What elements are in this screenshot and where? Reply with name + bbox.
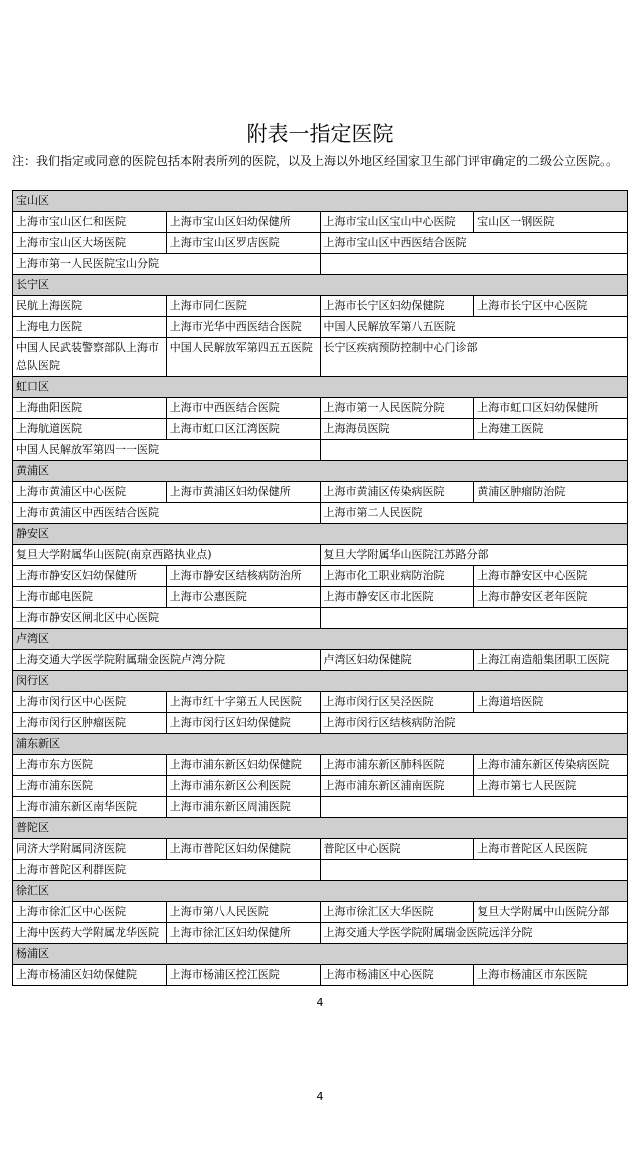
table-row [13,440,628,461]
table-row [13,923,628,944]
hospital-cell: 上海市东方医院 [13,755,167,776]
hospital-cell: 上海建工医院 [474,419,628,440]
hospital-table [12,190,628,986]
table-row [13,254,628,275]
district-header: 闵行区 [13,671,628,692]
hospital-cell: 上海中医药大学附属龙华医院 [13,923,167,944]
table-row [13,296,628,317]
hospital-cell: 上海市第一人民医院分院 [320,398,474,419]
district-header: 黄浦区 [13,461,628,482]
hospital-cell: 上海市普陀区人民医院 [474,839,628,860]
hospital-cell: 上海市浦东新区周浦医院 [166,797,320,818]
hospital-cell [320,440,628,461]
table-row [13,212,628,233]
hospital-cell: 上海市宝山区罗店医院 [166,233,320,254]
hospital-cell: 复旦大学附属华山医院(南京西路执业点) [13,545,321,566]
hospital-cell: 上海市长宁区中心医院 [474,296,628,317]
hospital-cell: 上海市第二人民医院 [320,503,628,524]
table-row [13,503,628,524]
page-number-inner: 4 [316,996,324,1009]
table-row [13,482,628,503]
hospital-cell: 上海市闵行区结核病防治院 [320,713,628,734]
hospital-cell: 上海市杨浦区控江医院 [166,965,320,986]
hospital-cell: 上海市长宁区妇幼保健院 [320,296,474,317]
hospital-cell: 上海市黄浦区中西医结合医院 [13,503,321,524]
hospital-cell: 上海市浦东新区浦南医院 [320,776,474,797]
hospital-cell: 上海市浦东新区传染病医院 [474,755,628,776]
district-header: 卢湾区 [13,629,628,650]
hospital-cell: 复旦大学附属华山医院江苏路分部 [320,545,628,566]
hospital-cell: 上海市徐汇区大华医院 [320,902,474,923]
hospital-cell: 上海市浦东新区南华医院 [13,797,167,818]
table-row [13,902,628,923]
table-row [13,797,628,818]
hospital-cell: 上海市闵行区肿瘤医院 [13,713,167,734]
district-header: 宝山区 [13,191,628,212]
table-row [13,839,628,860]
hospital-cell: 上海市浦东医院 [13,776,167,797]
hospital-cell: 黄浦区肿瘤防治院 [474,482,628,503]
hospital-cell: 中国人民武装警察部队上海市总队医院 [13,338,167,377]
hospital-cell: 宝山区一钢医院 [474,212,628,233]
hospital-cell: 上海市黄浦区传染病医院 [320,482,474,503]
hospital-cell: 中国人民解放军第四一一医院 [13,440,321,461]
page-title: 附表一指定医院 [246,122,394,146]
table-row [13,608,628,629]
hospital-cell: 上海航道医院 [13,419,167,440]
district-header: 长宁区 [13,275,628,296]
hospital-cell: 上海市杨浦区市东医院 [474,965,628,986]
table-row [13,233,628,254]
hospital-cell: 上海市第八人民医院 [166,902,320,923]
table-row [13,419,628,440]
hospital-cell: 民航上海医院 [13,296,167,317]
hospital-cell: 上海市浦东新区公利医院 [166,776,320,797]
hospital-cell: 上海市宝山区宝山中心医院 [320,212,474,233]
table-row [13,317,628,338]
hospital-cell: 上海市宝山区大场医院 [13,233,167,254]
hospital-cell: 上海市宝山区妇幼保健所 [166,212,320,233]
hospital-cell: 上海市杨浦区妇幼保健院 [13,965,167,986]
hospital-cell: 上海市徐汇区中心医院 [13,902,167,923]
table-row [13,587,628,608]
hospital-cell: 上海市公惠医院 [166,587,320,608]
note-text: 注：我们指定或同意的医院包括本附表所列的医院，以及上海以外地区经国家卫生部门评审确定的二级公立医院。。 [12,154,619,168]
hospital-cell: 上海市静安区中心医院 [474,566,628,587]
hospital-cell: 中国人民解放军第八五医院 [320,317,628,338]
hospital-cell: 复旦大学附属中山医院分部 [474,902,628,923]
hospital-cell [320,254,628,275]
table-row [13,545,628,566]
hospital-cell: 普陀区中心医院 [320,839,474,860]
district-header: 浦东新区 [13,734,628,755]
hospital-cell: 上海市虹口区江湾医院 [166,419,320,440]
hospital-cell: 上海市红十字第五人民医院 [166,692,320,713]
hospital-cell [320,608,628,629]
table-row [13,692,628,713]
hospital-cell: 上海市邮电医院 [13,587,167,608]
district-header: 徐汇区 [13,881,628,902]
table-row [13,965,628,986]
hospital-cell: 上海市中西医结合医院 [166,398,320,419]
hospital-cell: 长宁区疾病预防控制中心门诊部 [320,338,628,377]
hospital-cell: 中国人民解放军第四五五医院 [166,338,320,377]
hospital-cell: 上海市黄浦区妇幼保健所 [166,482,320,503]
hospital-cell: 上海市徐汇区妇幼保健所 [166,923,320,944]
hospital-cell: 上海市虹口区妇幼保健所 [474,398,628,419]
hospital-cell: 上海市杨浦区中心医院 [320,965,474,986]
hospital-cell: 上海市宝山区中西医结合医院 [320,233,628,254]
hospital-cell: 上海市宝山区仁和医院 [13,212,167,233]
hospital-cell: 上海交通大学医学院附属瑞金医院卢湾分院 [13,650,321,671]
table-row [13,338,628,377]
hospital-cell: 上海市第七人民医院 [474,776,628,797]
hospital-cell: 上海市光华中西医结合医院 [166,317,320,338]
table-row [13,755,628,776]
hospital-cell: 上海电力医院 [13,317,167,338]
table-row [13,650,628,671]
hospital-cell: 上海海员医院 [320,419,474,440]
hospital-cell: 卢湾区妇幼保健院 [320,650,474,671]
hospital-cell: 上海市普陀区妇幼保健院 [166,839,320,860]
hospital-cell: 上海市静安区老年医院 [474,587,628,608]
hospital-cell: 上海交通大学医学院附属瑞金医院远洋分院 [320,923,628,944]
table-row [13,776,628,797]
hospital-cell: 上海道培医院 [474,692,628,713]
hospital-cell: 上海市闵行区中心医院 [13,692,167,713]
hospital-cell [320,860,628,881]
table-row [13,566,628,587]
hospital-cell: 上海市化工职业病防治院 [320,566,474,587]
district-header: 静安区 [13,524,628,545]
district-header: 普陀区 [13,818,628,839]
hospital-cell [320,797,628,818]
hospital-cell: 上海市黄浦区中心医院 [13,482,167,503]
hospital-cell: 同济大学附属同济医院 [13,839,167,860]
hospital-cell: 上海市第一人民医院宝山分院 [13,254,321,275]
page-number-footer: 4 [316,1090,324,1103]
hospital-cell: 上海市静安区闸北区中心医院 [13,608,321,629]
hospital-cell: 上海曲阳医院 [13,398,167,419]
table-row [13,398,628,419]
hospital-cell: 上海市浦东新区妇幼保健院 [166,755,320,776]
table-row [13,713,628,734]
hospital-cell: 上海市闵行区吴泾医院 [320,692,474,713]
district-header: 虹口区 [13,377,628,398]
district-header: 杨浦区 [13,944,628,965]
hospital-cell: 上海市普陀区利群医院 [13,860,321,881]
hospital-cell: 上海江南造船集团职工医院 [474,650,628,671]
hospital-cell: 上海市静安区结核病防治所 [166,566,320,587]
hospital-cell: 上海市浦东新区肺科医院 [320,755,474,776]
hospital-cell: 上海市静安区妇幼保健所 [13,566,167,587]
table-row [13,860,628,881]
hospital-cell: 上海市同仁医院 [166,296,320,317]
hospital-cell: 上海市静安区市北医院 [320,587,474,608]
hospital-cell: 上海市闵行区妇幼保健院 [166,713,320,734]
